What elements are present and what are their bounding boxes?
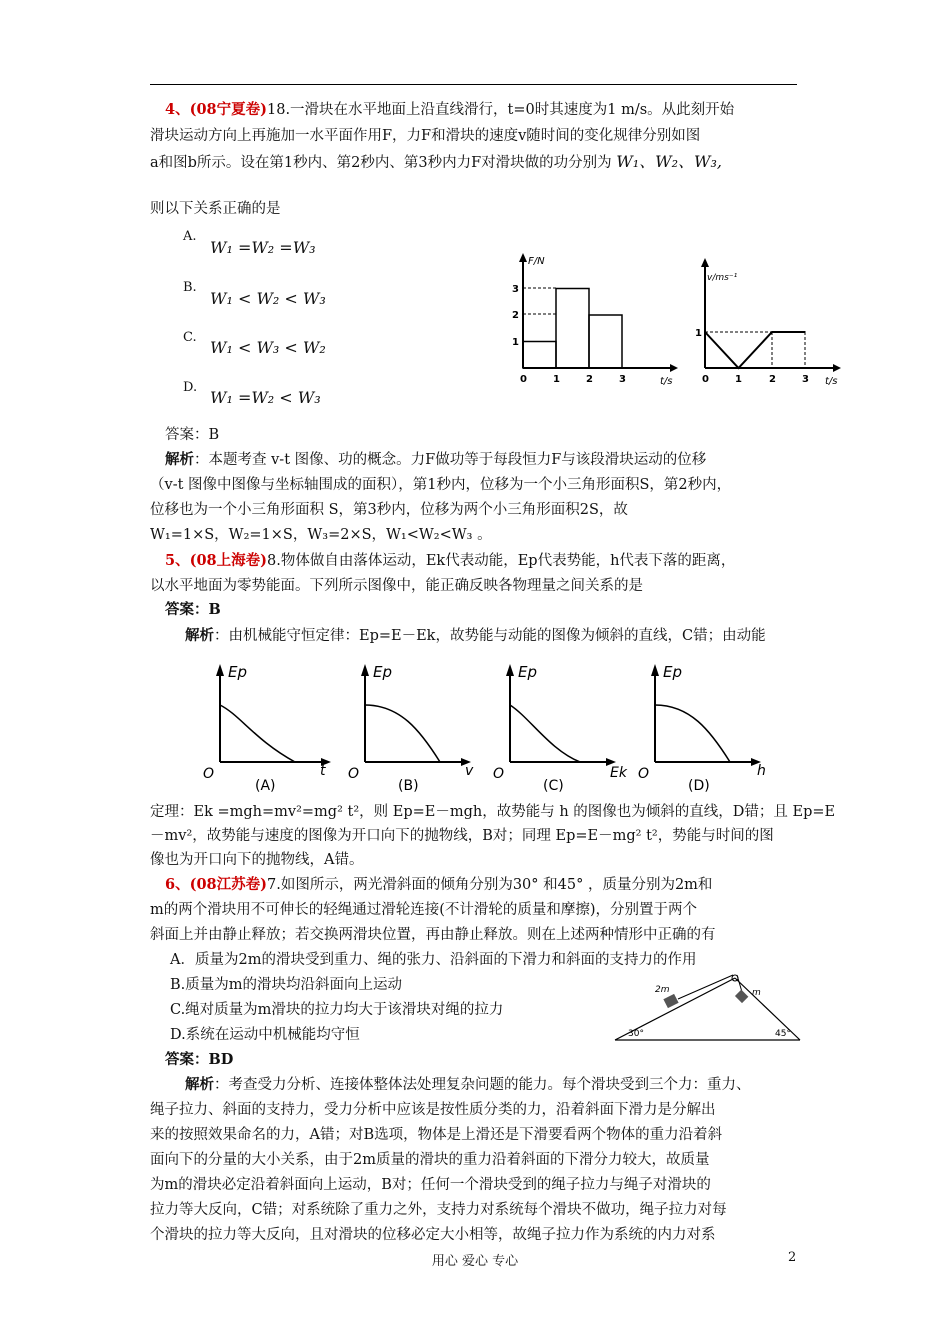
q5-graph-a-origin: O <box>203 766 215 782</box>
q5-graph-d-curve <box>655 705 730 762</box>
block-2m-icon <box>663 994 678 1008</box>
q4-option-b-label: B. <box>183 280 197 295</box>
q5-graph-b <box>348 663 474 794</box>
graph-b-xtick-0: 0 <box>702 374 709 385</box>
graph-b-xtick-2: 2 <box>769 374 776 385</box>
rope-left <box>678 975 733 999</box>
incline-mass-left: 2m <box>655 985 670 995</box>
graph-b-velocity-line <box>705 332 806 368</box>
page-number: 2 <box>788 1250 797 1265</box>
q5-graph-b-xlabel: v <box>465 763 474 779</box>
q4-analysis-text1: ：本题考查 v-t 图像、功的概念。力F做功等于每段恒力F与该段滑块运动的位移 <box>194 452 707 468</box>
graph-b-xlabel: t/s <box>825 376 838 387</box>
q4-text1: 18.一滑块在水平地面上沿直线滑行，t=0时其速度为1 m/s。从此刻开始 <box>267 102 735 118</box>
q6-analysis-line5: 为m的滑块必定沿着斜面向上运动，B对；任何一个滑块受到的绳子拉力与绳子对滑块的 <box>150 1177 711 1193</box>
q6-tag: 6、(08江苏卷) <box>165 876 267 893</box>
graph-a-xtick-1: 1 <box>553 374 560 385</box>
q5-graph-d-y-arrow <box>651 664 659 676</box>
q4-option-a-label: A. <box>183 229 197 244</box>
q5-answer: 答案：B <box>165 601 221 618</box>
graph-a-xtick-0: 0 <box>520 374 527 385</box>
footer-motto: 用心 爱心 专心 <box>431 1254 519 1269</box>
q6-analysis-line1 <box>185 1075 751 1095</box>
q6-analysis-text1: ：考查受力分析、连接体整体法处理复杂问题的能力。每个滑块受到三个力：重力、 <box>214 1077 751 1093</box>
q4-work-symbols: W₁、W₂、W₃, <box>616 152 722 171</box>
q4-analysis-line2: （v-t 图像中图像与坐标轴围成的面积），第1秒内，位移为一个小三角形面积S，第2秒内， <box>150 477 732 493</box>
q5-graph-b-origin: O <box>348 766 360 782</box>
q5-analysis-line1 <box>185 626 766 646</box>
graph-a-xtick-2: 2 <box>586 374 593 385</box>
q6-text1: 7.如图所示，两光滑斜面的倾角分别为30° 和45° ，质量分别为2m和 <box>267 877 713 893</box>
q4-option-c-expr: W₁ < W₃ < W₂ <box>210 338 326 357</box>
q5-analysis-line4: 像也为开口向下的抛物线，A错。 <box>150 852 364 868</box>
q6-line2: m的两个滑块用不可伸长的轻绳通过滑轮连接(不计滑轮的质量和摩擦)，分别置于两个 <box>150 902 698 918</box>
graph-b-ylabel: v/ms⁻¹ <box>707 273 738 283</box>
graph-a-xtick-3: 3 <box>619 374 626 385</box>
incline-angle-left: 30° <box>628 1029 644 1039</box>
q5-tag: 5、(08上海卷) <box>165 552 267 569</box>
q5-graph-d-origin: O <box>638 766 650 782</box>
force-bar-3 <box>589 315 622 368</box>
q4-analysis-line4: W₁=1×S，W₂=1×S，W₃=2×S，W₁<W₂<W₃ 。 <box>150 527 492 543</box>
block-m-icon <box>735 990 748 1003</box>
q5-analysis-text1: ：由机械能守恒定律：Ep=E－Ek，故势能与动能的图像为倾斜的直线，C错；由动能 <box>214 628 766 644</box>
q5-graph-c-curve <box>510 705 580 762</box>
q4-line3 <box>150 152 722 173</box>
q5-graph-a-curve <box>220 705 295 762</box>
q5-graph-c-ylabel: Ep <box>518 663 537 681</box>
header-rule <box>150 84 797 85</box>
q5-graph-c-xlabel: Ek <box>610 765 627 781</box>
q4-option-b-expr: W₁ < W₂ < W₃ <box>210 289 326 308</box>
q4-option-d-expr: W₁ =W₂ < W₃ <box>210 388 321 407</box>
q5-analysis-line2: 定理：Ek =mgh=mv²=mg² t²，则 Ep=E－mgh，故势能与 h 的图像也为倾斜的直线，D错；且 Ep=E <box>150 804 836 820</box>
q4-graph-a <box>500 250 680 400</box>
q5-graph-a-xlabel: t <box>320 763 326 779</box>
q6-option-a: A．质量为2m的滑块受到重力、绳的张力、沿斜面的下滑力和斜面的支持力的作用 <box>170 952 697 968</box>
q4-line4: 则以下关系正确的是 <box>150 201 281 217</box>
q5-graph-c-caption: (C) <box>543 778 564 794</box>
q5-graph-d-xlabel: h <box>757 763 766 779</box>
graph-a-x-arrow <box>670 364 678 372</box>
q6-line3: 斜面上并由静止释放；若交换两滑块位置，再由静止释放。则在上述两种情形中正确的有 <box>150 927 716 943</box>
q4-option-a-expr: W₁ =W₂ =W₃ <box>210 238 316 257</box>
q4-graph-b <box>685 250 845 400</box>
graph-a-xlabel: t/s <box>660 376 673 387</box>
q5-graph-c <box>493 663 628 794</box>
q5-line2: 以水平地面为零势能面。下列所示图像中，能正确反映各物理量之间关系的是 <box>150 578 643 594</box>
q6-option-d: D.系统在运动中机械能均守恒 <box>170 1027 360 1043</box>
q6-incline-figure <box>610 968 805 1048</box>
graph-a-ylabel: F/N <box>528 256 545 267</box>
q4-analysis-label: 解析 <box>165 451 194 468</box>
incline-angle-right: 45° <box>775 1029 791 1039</box>
q6-line1 <box>165 875 712 895</box>
graph-a-y-arrow <box>519 253 527 262</box>
q6-analysis-line2: 绳子拉力、斜面的支持力，受力分析中应该是按性质分类的力，沿着斜面下滑力是分解出 <box>150 1102 716 1118</box>
q4-answer: 答案：B <box>165 427 220 443</box>
q6-analysis-line6: 拉力等大反向，C错；对系统除了重力之外，支持力对系统每个滑块不做功，绳子拉力对每 <box>150 1202 727 1218</box>
q5-graph-c-origin: O <box>493 766 505 782</box>
incline-mass-right: m <box>752 988 761 998</box>
q5-graph-a <box>203 663 331 794</box>
q5-graph-b-curve <box>365 705 440 762</box>
q5-graph-d <box>638 663 766 794</box>
graph-a-ytick-1: 1 <box>512 337 519 348</box>
q4-analysis-line1 <box>165 450 706 470</box>
q5-analysis-line3: －mv²，故势能与速度的图像为开口向下的抛物线，B对；同理 Ep=E－mg² t²，势能与时间的图 <box>150 828 774 844</box>
q5-graph-b-caption: (B) <box>398 778 419 794</box>
q6-analysis-label: 解析 <box>185 1076 214 1093</box>
q5-graph-a-y-arrow <box>216 664 224 676</box>
graph-a-ytick-3: 3 <box>512 284 519 295</box>
q6-analysis-line7: 个滑块的拉力等大反向，且对滑块的位移必定大小相等，故绳子拉力作为系统的内力对系 <box>150 1227 716 1243</box>
q4-analysis-line3: 位移也为一个小三角形面积 S，第3秒内，位移为两个小三角形面积2S，故 <box>150 502 628 518</box>
q4-line1 <box>165 100 734 120</box>
q6-analysis-line3: 来的按照效果命名的力，A错；对B选项，物体是上滑还是下滑要看两个物体的重力沿着斜 <box>150 1127 723 1143</box>
graph-b-ytick-1: 1 <box>695 328 702 339</box>
q5-graphs <box>195 660 795 800</box>
q6-option-b: B.质量为m的滑块均沿斜面向上运动 <box>170 977 403 993</box>
q5-graph-d-ylabel: Ep <box>663 663 682 681</box>
q4-line2: 滑块运动方向上再施加一水平面作用F，力F和滑块的速度v随时间的变化规律分别如图 <box>150 128 701 144</box>
graph-b-x-arrow <box>833 364 841 372</box>
graph-b-xtick-3: 3 <box>802 374 809 385</box>
q5-graph-c-y-arrow <box>506 664 514 676</box>
q5-graph-b-ylabel: Ep <box>373 663 392 681</box>
q6-answer: 答案：BD <box>165 1051 234 1068</box>
q4-option-c-label: C. <box>183 330 197 345</box>
q5-graph-d-caption: (D) <box>688 778 710 794</box>
q6-option-c: C.绳对质量为m滑块的拉力均大于该滑块对绳的拉力 <box>170 1002 504 1018</box>
force-bar-1 <box>523 342 556 369</box>
q5-line1 <box>165 551 735 571</box>
graph-b-y-arrow <box>701 258 709 267</box>
q4-option-d-label: D. <box>183 380 198 395</box>
q5-analysis-label: 解析 <box>185 627 214 644</box>
q5-graph-a-ylabel: Ep <box>228 663 247 681</box>
q5-graph-a-caption: (A) <box>255 778 276 794</box>
q5-graph-b-y-arrow <box>361 664 369 676</box>
graph-b-xtick-1: 1 <box>735 374 742 385</box>
graph-a-ytick-2: 2 <box>512 310 519 321</box>
q4-text3: a和图b所示。设在第1秒内、第2秒内、第3秒内力F对滑块做的功分别为 <box>150 155 612 171</box>
q4-tag: 4、(08宁夏卷) <box>165 101 267 118</box>
force-bar-2 <box>556 289 589 369</box>
q6-analysis-line4: 面向下的分量的大小关系，由于2m质量的滑块的重力沿着斜面的下滑分力较大，故质量 <box>150 1152 710 1168</box>
q5-text1: 8.物体做自由落体运动，Ek代表动能，Ep代表势能，h代表下落的距离， <box>267 553 736 569</box>
